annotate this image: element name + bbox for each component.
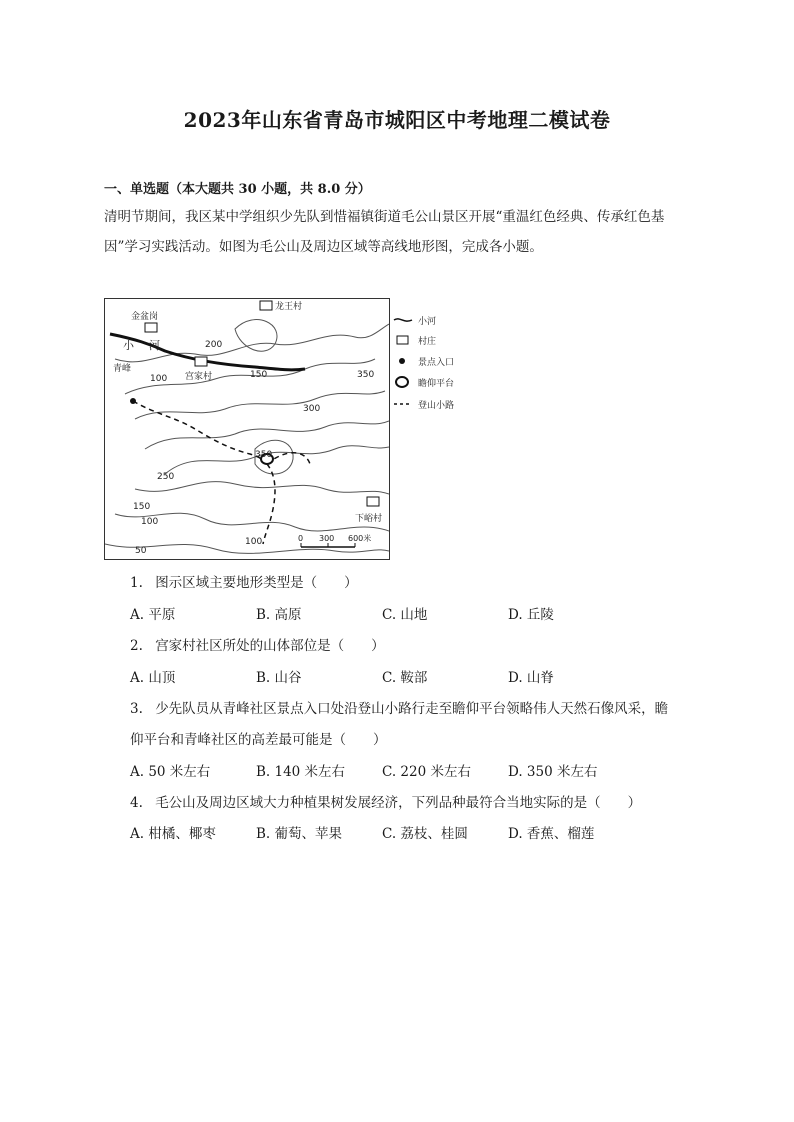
- question-2: [130, 634, 385, 654]
- question-1: [130, 571, 358, 591]
- village-icon: [195, 357, 207, 366]
- scale-label: 300: [319, 534, 335, 543]
- option[interactable]: D. 丘陵: [508, 607, 554, 623]
- contour-label: 350: [357, 370, 375, 380]
- option[interactable]: A. 50 米左右: [130, 764, 211, 780]
- scale-label: 0: [298, 534, 304, 543]
- legend-label: 瞻仰平台: [418, 379, 455, 389]
- contour-label: 200: [205, 340, 223, 350]
- option[interactable]: C. 鞍部: [382, 670, 428, 686]
- question-text: 毛公山及周边区域大力种植果树发展经济，下列品种最符合当地实际的是（ ）: [155, 795, 642, 811]
- place-label: 下峪村: [355, 514, 383, 524]
- question-text: 图示区域主要地形类型是（ ）: [155, 575, 358, 591]
- legend-svg: [392, 308, 502, 418]
- river-icon: [394, 319, 412, 321]
- village-icon: [145, 323, 157, 332]
- option[interactable]: B. 山谷: [256, 670, 302, 686]
- contour-label: 100: [150, 374, 168, 384]
- question-4: [130, 791, 641, 811]
- legend-label: 景点入口: [418, 358, 455, 368]
- river-label: 河: [149, 339, 160, 352]
- option[interactable]: A. 平原: [130, 607, 176, 623]
- contour-label: 300: [303, 404, 321, 414]
- page-title: 2023年山东省青岛市城阳区中考地理二模试卷: [183, 108, 611, 132]
- option[interactable]: A. 山顶: [130, 670, 176, 686]
- place-label: 青峰: [113, 364, 132, 374]
- option[interactable]: B. 葡萄、苹果: [256, 826, 343, 842]
- question-3: [130, 697, 668, 717]
- option[interactable]: C. 山地: [382, 607, 428, 623]
- village-icon: [367, 497, 379, 506]
- question-3-cont: [130, 728, 387, 748]
- entrance-icon: [399, 358, 405, 364]
- scale-label: 600米: [348, 534, 372, 543]
- legend-label: 村庄: [418, 337, 437, 347]
- question-number: 3.: [130, 701, 143, 717]
- contour-map-svg: [105, 299, 389, 559]
- scale-bar: [298, 533, 371, 547]
- question-number: 4.: [130, 795, 143, 811]
- entrance-icon: [130, 398, 136, 404]
- question-number: 1.: [130, 575, 143, 591]
- contour-label: 100: [141, 517, 159, 527]
- platform-icon: [396, 377, 408, 387]
- question-number: 2.: [130, 638, 143, 654]
- option[interactable]: C. 荔枝、桂圆: [382, 826, 468, 842]
- place-label: 金盆岗: [131, 312, 159, 322]
- section-heading: 一、单选题（本大题共 30 小题，共 8.0 分）: [104, 182, 371, 197]
- intro-line-1: 清明节期间，我区某中学组织少先队到惜福镇街道毛公山景区开展“重温红色经典、传承红色基: [104, 209, 665, 225]
- place-label: 龙王村: [275, 302, 303, 312]
- contour-label: 150: [133, 502, 151, 512]
- legend-label: 登山小路: [418, 401, 455, 411]
- village-icon: [397, 336, 408, 344]
- question-text: 少先队员从青峰社区景点入口处沿登山小路行走至瞻仰平台领略伟人天然石像风采，瞻: [155, 701, 669, 717]
- contour-label: 150: [250, 370, 268, 380]
- contour-label: 50: [135, 546, 147, 556]
- intro-line-2: 因”学习实践活动。如图为毛公山及周边区域等高线地形图，完成各小题。: [104, 239, 543, 255]
- option[interactable]: D. 350 米左右: [508, 764, 598, 780]
- option[interactable]: C. 220 米左右: [382, 764, 471, 780]
- contour-label: 250: [157, 472, 175, 482]
- intro-paragraph: [104, 202, 694, 262]
- option[interactable]: D. 香蕉、榴莲: [508, 826, 595, 842]
- contour-label: 100: [245, 537, 263, 547]
- contour-label: 350: [255, 450, 273, 460]
- legend-label: 小河: [418, 317, 437, 327]
- river-label: 小: [123, 339, 134, 352]
- option[interactable]: A. 柑橘、椰枣: [130, 826, 216, 842]
- question-text-cont: 仰平台和青峰社区的高差最可能是（ ）: [130, 732, 387, 748]
- village-icon: [260, 301, 272, 310]
- place-label: 宫家村: [185, 372, 213, 382]
- contour-map: [104, 298, 390, 560]
- option[interactable]: B. 140 米左右: [256, 764, 346, 780]
- map-legend: [392, 308, 502, 422]
- question-text: 宫家村社区所处的山体部位是（ ）: [155, 638, 385, 654]
- option[interactable]: D. 山脊: [508, 670, 554, 686]
- option[interactable]: B. 高原: [256, 607, 302, 623]
